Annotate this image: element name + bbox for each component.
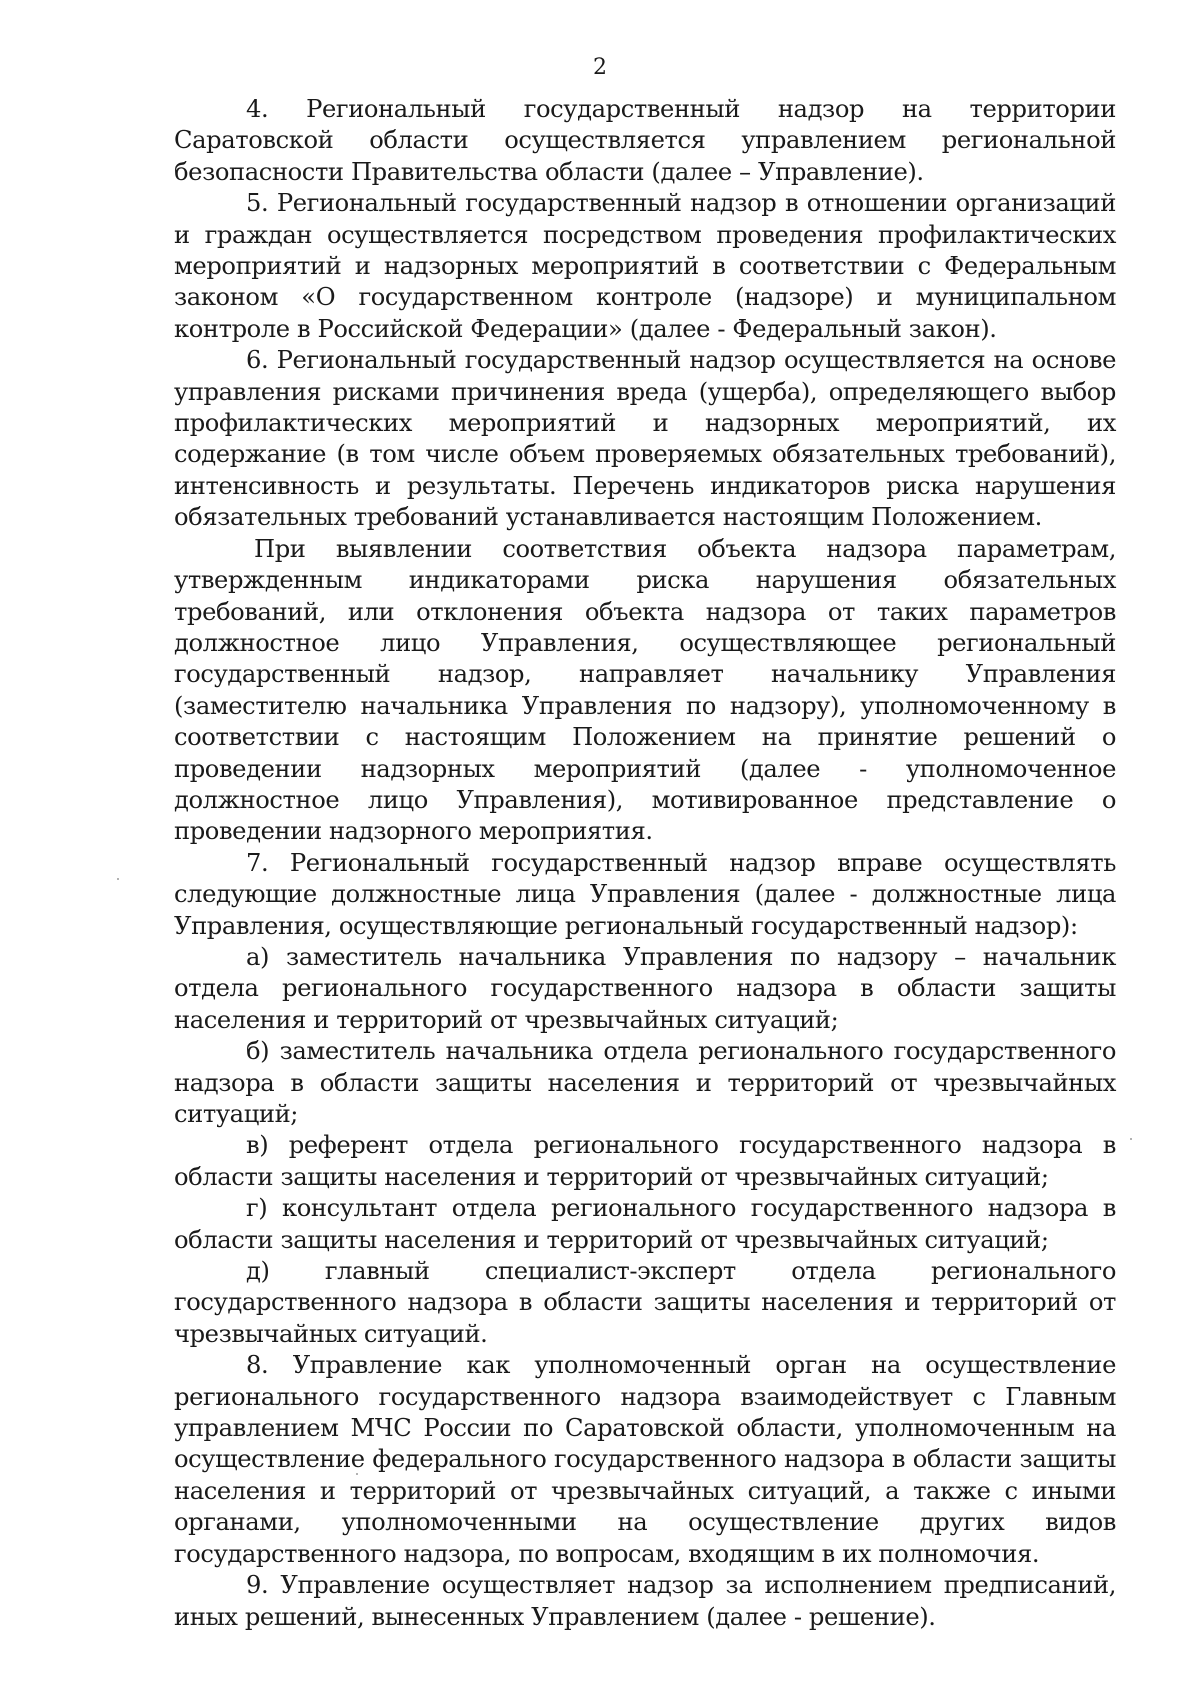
- paragraph-9: 9. Управление осуществляет надзор за исполнением предписаний, иных решений, вынесенных Управлением (далее - решение).: [174, 1571, 1116, 1631]
- scan-speck: [356, 1473, 358, 1475]
- scan-speck: [1130, 1138, 1132, 1140]
- list-item-g: г) консультант отдела регионального государственного надзора в области защиты населения и территорий от чрезвычайных ситуаций;: [174, 1194, 1116, 1254]
- paragraph-8: 8. Управление как уполномоченный орган на осуществление регионального государственного надзора взаимодействует с Главным управлением МЧС России по Саратовской области, уполномоченным на осуществление федерального государственного надзора в области защиты населения и территорий от чрезвычайных ситуаций, а также с иными органами, уполномоченными на осуществление других видов государственного надзора, по вопросам, входящим в их полномочия.: [174, 1351, 1116, 1568]
- scan-speck: [117, 878, 119, 880]
- list-item-b: б) заместитель начальника отдела регионального государственного надзора в области защиты населения и территорий от чрезвычайных ситуаций;: [174, 1037, 1116, 1128]
- paragraph-4: 4. Региональный государственный надзор на территории Саратовской области осуществляется управлением региональной безопасности Правительства области (далее – Управление).: [174, 95, 1116, 186]
- document-body: [174, 94, 1116, 1633]
- paragraph-5: 5. Региональный государственный надзор в отношении организаций и граждан осуществляется посредством проведения профилактических мероприятий и надзорных мероприятий в соответствии с Федеральным законом «О государственном контроле (надзоре) и муниципальном контроле в Российской Федерации» (далее - Федеральный закон).: [174, 189, 1116, 343]
- page-number: 2: [593, 55, 607, 80]
- list-item-d: д) главный специалист-эксперт отдела регионального государственного надзора в области защиты населения и территорий от чрезвычайных ситуаций.: [174, 1257, 1116, 1348]
- paragraph-7: 7. Региональный государственный надзор вправе осуществлять следующие должностные лица Управления (далее - должностные лица Управления, осуществляющие региональный государственный надзор):: [174, 848, 1116, 940]
- paragraph-6-risk-indicators: При выявлении соответствия объекта надзора параметрам, утвержденным индикаторами риска нарушения обязательных требований, или отклонения объекта надзора от таких параметров должностное лицо Управления, осуществляющее региональный государственный надзор, направляет начальнику Управления (заместителю начальника Управления по надзору), уполномоченному в соответствии с настоящим Положением на принятие решений о проведении надзорных мероприятий (далее - уполномоченное должностное лицо Управления), мотивированное представление о проведении надзорного мероприятия.: [174, 534, 1116, 846]
- paragraph-6: 6. Региональный государственный надзор осуществляется на основе управления рисками причинения вреда (ущерба), определяющего выбор профилактических мероприятий и надзорных мероприятий, их содержание (в том числе объем проверяемых обязательных требований), интенсивность и результаты. Перечень индикаторов риска нарушения обязательных требований устанавливается настоящим Положением.: [174, 346, 1116, 532]
- list-item-v: в) референт отдела регионального государственного надзора в области защиты населения и территорий от чрезвычайных ситуаций;: [174, 1131, 1116, 1191]
- list-item-a: а) заместитель начальника Управления по надзору – начальник отдела регионального государственного надзора в области защиты населения и территорий от чрезвычайных ситуаций;: [174, 942, 1116, 1034]
